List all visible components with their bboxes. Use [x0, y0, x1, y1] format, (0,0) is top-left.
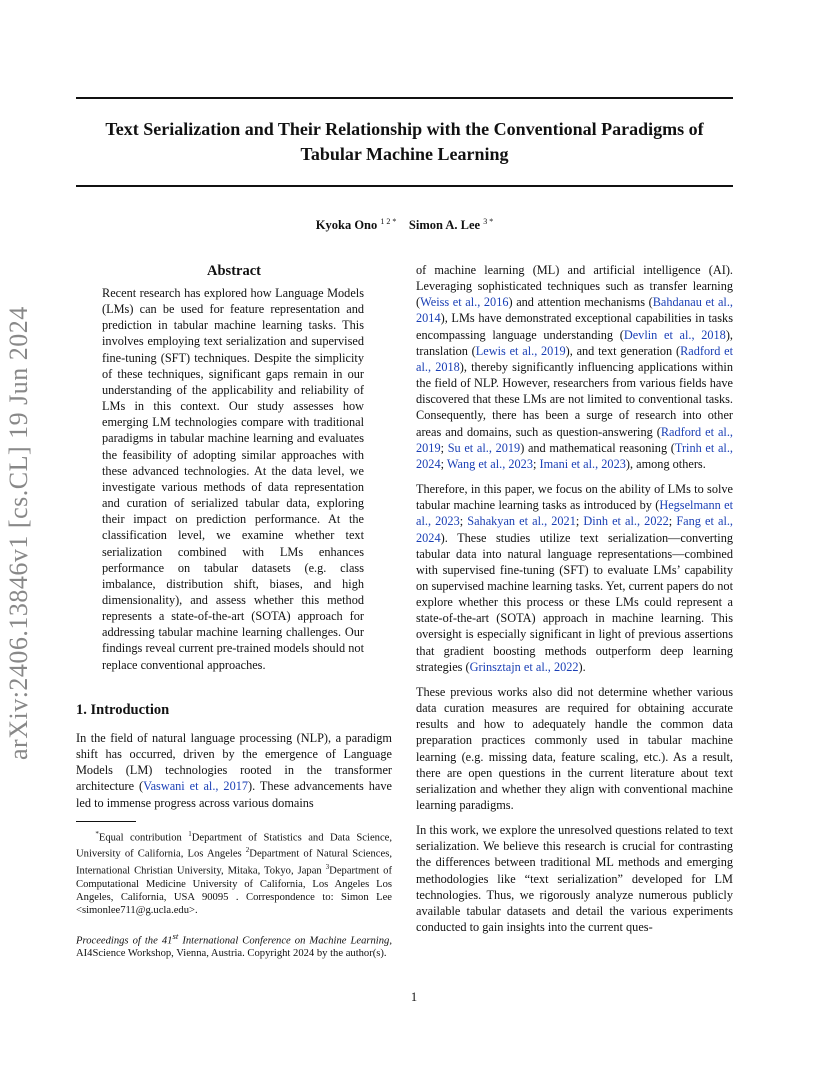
citation-link[interactable]: Radford et al., 2018 [416, 343, 734, 374]
citation-link[interactable]: Lewis et al., 2019 [475, 343, 566, 358]
citation-link[interactable]: Hegselmann et al., 2023 [416, 498, 733, 529]
body-paragraph [416, 481, 733, 675]
body-text: ; [668, 514, 677, 529]
citation-link[interactable]: Fang et al., 2024 [416, 514, 734, 545]
left-column [76, 262, 392, 960]
body-paragraph: These previous works also did not determine whether various data curation measures are required for obtaining accurate results and how to adequately handle the common data preparation practices commonly used in tabular machine learning (e.g. missing data, feature scaling, etc.). As a result, there are open questions in the current literature about text serialization and whether they align with conventional machine learning paradigms. [416, 684, 733, 812]
body-text: Therefore, in this paper, we focus on the ability of LMs to solve tabular machine learning tasks as introduced by ( [416, 482, 733, 513]
right-column [416, 262, 733, 935]
body-text: of machine learning (ML) and artificial intelligence (AI). Leveraging sophisticated techniques such as transfer learning ( [416, 263, 733, 310]
author-name: Kyoka Ono [315, 218, 378, 233]
body-text: ; [532, 456, 540, 471]
citation-link[interactable]: Weiss et al., 2016 [420, 295, 509, 310]
citation-link[interactable]: Devlin et al., 2018 [623, 327, 726, 342]
citation-link[interactable]: Su et al., 2019 [447, 440, 521, 455]
body-text: ), translation ( [416, 327, 733, 358]
citation-link[interactable]: Sahakyan et al., 2021 [467, 514, 576, 529]
intro-paragraph: In the field of natural language processing (NLP), a paradigm shift has occurred, driven by the emergence of Language Models (LM) technologies rooted in the transformer architecture (Vaswani et al., 2017). These advancements have led to immense progress across various domains [76, 730, 392, 810]
citation-link[interactable]: Grinsztajn et al., 2022 [469, 659, 579, 674]
body-text: ). [578, 659, 586, 674]
author-list [76, 217, 733, 233]
body-text: ). These studies utilize text serialization—converting tabular data into natural language representations—combined with supervised fine-tuning (SFT) to evaluate LMs’ capability on supervised machine learning tasks. Yet, current papers do not explore whether this process or these LMs could represent a state-of-the-art (SOTA) approach in machine learning. This oversight is especially significant in light of previous assertions that gradient boosting methods outperform deep learning strategies ( [416, 530, 733, 674]
body-text: ) and mathematical reasoning ( [520, 440, 675, 455]
affiliation-footnote: *Equal contribution $^1$Department of Statistics and Data Science, University of California, Los Angeles $^2$Department of Natural Sciences, International Christian University, Mitaka, Tokyo, Japan $^3$Department of Computational Medicine University of California, Los Angeles Los Angeles, California, USA 90095 . Correspondence to: Simon Lee <simonlee711@g.ucla.edu>. [76, 829, 392, 917]
citation-link[interactable]: Imani et al., 2023 [539, 456, 626, 471]
citation-link[interactable]: Dinh et al., 2022 [583, 514, 669, 529]
body-text: ), and text generation ( [565, 343, 681, 358]
body-text: ; [440, 456, 447, 471]
citation-link[interactable]: Bahdanau et al., 2014 [416, 295, 733, 326]
citation-link[interactable]: Radford et al., 2019 [416, 424, 734, 455]
footnote-divider [76, 821, 136, 822]
citation-link[interactable]: Trinh et al., 2024 [416, 440, 733, 471]
body-text: ), among others. [625, 456, 706, 471]
title-rule-bottom [76, 185, 733, 187]
author-affiliation-marks: 3 * [483, 217, 494, 226]
citation-link[interactable]: Wang et al., 2023 [446, 456, 533, 471]
body-text: ), LMs have demonstrated exceptional capabilities in tasks encompassing language understanding ( [416, 311, 733, 342]
author-affiliation-marks: 1 2 * [380, 217, 397, 226]
body-text: ; [575, 514, 584, 529]
body-paragraph: In this work, we explore the unresolved questions related to text serialization. We believe this research is crucial for contrasting the differences between traditional ML methods and emerging methodologies like “text serialization” developed for LM technologies. Thus, we rigorously analyze numerous publicly available tabular datasets and detail the various experiments conducted to gain insights into the current ques- [416, 823, 733, 935]
proceedings-note: Proceedings of the 41st International Conference on Machine Learning, AI4Science Workshop, Vienna, Austria. Copyright 2024 by the author(s). [76, 930, 392, 960]
page-number: 1 [410, 990, 418, 1004]
body-paragraph [416, 262, 733, 472]
abstract-text: Recent research has explored how Language Models (LMs) can be used for feature representation and prediction in tabular machine learning tasks. This involves employing text serialization and supervised fine-tuning (SFT) techniques. Despite the simplicity of these techniques, significant gaps remain in our understanding of the applicability and reliability of LMs in this context. Our study assesses how emerging LM technologies compare with traditional paradigms in tabular machine learning and evaluates the feasibility of adopting similar approaches with these advanced technologies. At the data level, we investigate various methods of data representation and curation of serialized tabular data, exploring their impact on prediction performance. At the classification level, we examine whether text serialization combined with LMs enhances performance on tabular datasets (e.g. class imbalance, distribution shift, biases, and high dimensionality), and assess whether this method represents a state-of-the-art (SOTA) approach for addressing tabular machine learning challenges. Our findings reveal current pre-trained models should not replace conventional approaches. [102, 286, 364, 672]
arxiv-identifier-stamp: arXiv:2406.13846v1 [cs.CL] 19 Jun 2024 [4, 306, 33, 760]
body-text: ; [459, 514, 468, 529]
section-heading-introduction: 1. Introduction [76, 701, 170, 718]
citation-link[interactable]: Vaswani et al., 2017 [143, 779, 249, 794]
abstract-heading: Abstract [207, 263, 261, 279]
title-rule-top [76, 97, 733, 99]
paper-title: Text Serialization and Their Relationship with the Conventional Paradigms of Tabular Machine Learning [105, 119, 704, 164]
body-text: ; [440, 440, 448, 455]
body-text: ) and attention mechanisms ( [508, 295, 653, 310]
body-text: ), thereby significantly influencing applications within the field of NLP. However, researchers from various fields have discovered that these LMs are not limited to conventional tasks. Consequently, there has been a surge of research into other areas and domains, such as question-answering ( [416, 359, 733, 439]
author-name: Simon A. Lee [408, 218, 481, 233]
